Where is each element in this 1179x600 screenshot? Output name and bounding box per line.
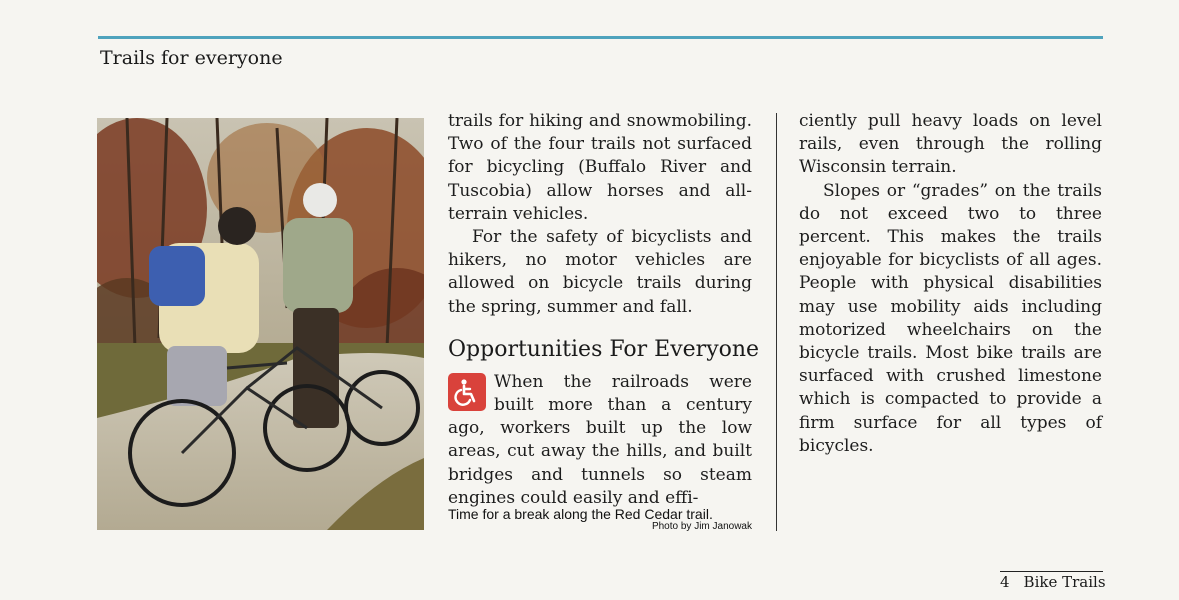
footer-rule: [1000, 571, 1103, 572]
body-paragraph: For the safety of bicyclists and hikers, no motor vehicles are allowed on bicycle trails during the spring, summer and fall.: [448, 227, 752, 317]
publication-title: Bike Trails: [1023, 573, 1106, 591]
body-paragraph: ciently pull heavy loads on level rails, even through the rolling Wisconsin terrain.: [799, 111, 1102, 178]
photo-credit: Photo by Jim Janowak: [651, 521, 752, 532]
page-footer: [1000, 573, 1106, 591]
column-divider: [776, 113, 777, 531]
section-title: Trails for everyone: [100, 47, 283, 69]
subheading: Opportunities For Everyone: [448, 336, 760, 362]
accessibility-paragraph: [448, 371, 752, 510]
page-number: 4: [1000, 573, 1010, 591]
wheelchair-accessibility-icon: [448, 373, 486, 411]
body-paragraph: Slopes or “grades” on the trails do not exceed two to three percent. This makes the trails enjoyable for bicyclists of all ages. People with physical disabilities may use mobility aids including motorized wheelchairs on the bicycle trails. Most bike trails are surfaced with crushed limestone which is compacted to provide a firm surface for all types of bicycles.: [799, 180, 1102, 456]
photo-caption: Time for a break along the Red Cedar trail.: [448, 506, 713, 522]
middle-column: [448, 110, 760, 510]
header-rule: [98, 36, 1103, 39]
right-column: [799, 110, 1102, 458]
body-paragraph: When the railroads were built more than a century ago, workers built up the low areas, cut away the hills, and built bridges and tunnels so steam engines could easily and effi-: [448, 371, 752, 508]
trail-photo: [97, 118, 424, 530]
body-paragraph: trails for hiking and snowmobiling. Two of the four trails not surfaced for bicycling (Buffalo River and Tuscobia) allow horses and all-terrain vehicles.: [448, 111, 752, 224]
